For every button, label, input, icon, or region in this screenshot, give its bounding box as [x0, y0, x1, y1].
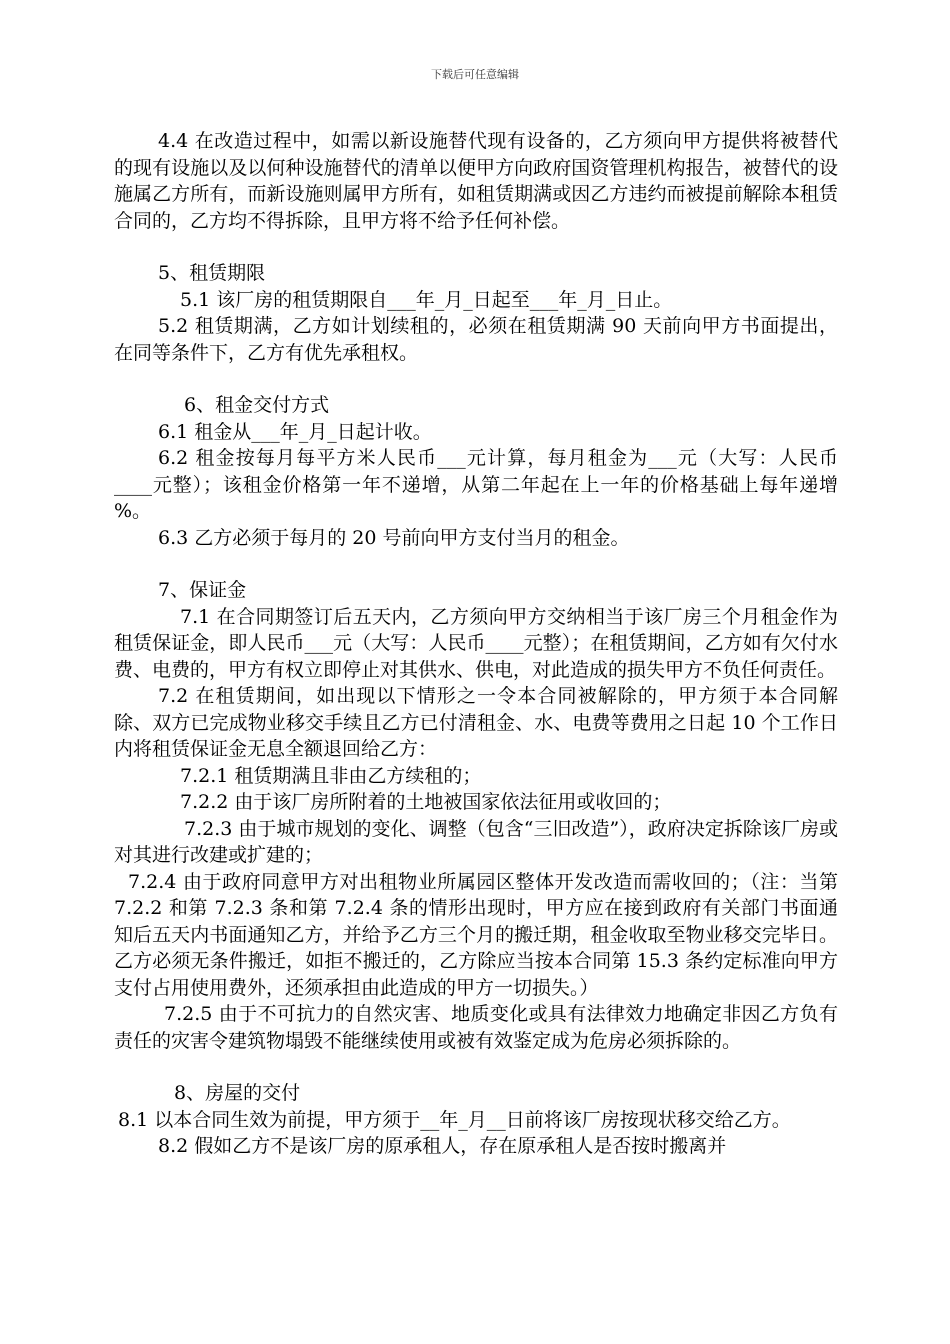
clause-h6: 6、租金交付方式: [184, 394, 330, 416]
clause-p6_3: 6.3 乙方必须于每月的 20 号前向甲方支付当月的租金。: [158, 526, 630, 549]
clause-p5_2: 5.2 租赁期满，乙方如计划续租的，必须在租赁期满 90 天前向甲方书面提出，在同等条件下，乙方有优先承租权。: [114, 315, 838, 364]
document-body: [114, 128, 838, 1160]
clause-p7_2_2: 7.2.2 由于该厂房所附着的土地被国家依法征用或收回的；: [180, 791, 672, 813]
clause-p5_1: 5.1 该厂房的租赁期限自___年_月_日起至___年_月_日止。: [180, 288, 673, 311]
clause-h5: 5、租赁期限: [158, 262, 266, 284]
paragraph-spacer: [114, 234, 838, 260]
clause-p6_1: 6.1 租金从___年_月_日起计收。: [158, 420, 432, 443]
clause-p7_2_1: 7.2.1 租赁期满且非由乙方续租的；: [180, 764, 482, 787]
clause-p7_2_3: 7.2.3 由于城市规划的变化、调整（包含“三旧改造”），政府决定拆除该厂房或对其进行改建或扩建的；: [114, 817, 838, 866]
clause-p8_2: 8.2 假如乙方不是该厂房的原承租人，存在原承租人是否按时搬离并: [158, 1135, 727, 1157]
paragraph-spacer: [114, 1054, 838, 1080]
clause-p4_4: 4.4 在改造过程中，如需以新设施替代现有设备的，乙方须向甲方提供将被替代的现有设施以及以何种设施替代的清单以便甲方向政府国资管理机构报告，被替代的设施属乙方所有，而新设施则属甲方所有，如租赁期满或因乙方违约而被提前解除本租赁合同的，乙方均不得拆除，且甲方将不给予任何补偿。: [114, 130, 838, 232]
page-header: 下载后可任意编辑: [431, 68, 519, 81]
clause-p8_1: 8.1 以本合同生效为前提，甲方须于__年_月__日前将该厂房按现状移交给乙方。: [118, 1108, 791, 1131]
clause-p7_2: 7.2 在租赁期间，如出现以下情形之一令本合同被解除的，甲方须于本合同解除、双方已完成物业移交手续且乙方已付清租金、水、电费等费用之日起 10 个工作日内将租赁保证金无息全额退回给乙方：: [114, 685, 838, 760]
paragraph-spacer: [114, 366, 838, 392]
paragraph-spacer: [114, 551, 838, 577]
clause-p7_2_4: 7.2.4 由于政府同意甲方对出租物业所属园区整体开发改造而需收回的；（注：当第 7.2.2 和第 7.2.3 条和第 7.2.4 条的情形出现时，甲方应在接到政府有关部门书面通知后五天内书面通知乙方，并给予乙方三个月的搬迁期，租金收取至物业移交完毕日。乙方必须无条件搬迁，如拒不搬迁的，乙方除应当按本合同第 15.3 条约定标准向甲方支付占用使用费外，还须承担由此造成的甲方一切损失。）: [114, 870, 838, 999]
clause-h7: 7、保证金: [158, 579, 247, 601]
clause-p7_1: 7.1 在合同期签订后五天内，乙方须向甲方交纳相当于该厂房三个月租金作为租赁保证金，即人民币___元（大写：人民币____元整）；在租赁期间，乙方如有欠付水费、电费的，甲方有权立即停止对其供水、供电，对此造成的损失甲方不负任何责任。: [114, 605, 838, 681]
clause-h8: 8、房屋的交付: [174, 1082, 301, 1104]
clause-p7_2_5: 7.2.5 由于不可抗力的自然灾害、地质变化或具有法律效力地确定非因乙方负有责任的灾害令建筑物塌毁不能继续使用或被有效鉴定成为危房必须拆除的。: [114, 1003, 838, 1052]
clause-p6_2: 6.2 租金按每月每平方米人民币___元计算，每月租金为___元（大写：人民币____元整）；该租金价格第一年不递增，从第二年起在上一年的价格基础上每年递增 %。: [114, 447, 838, 522]
